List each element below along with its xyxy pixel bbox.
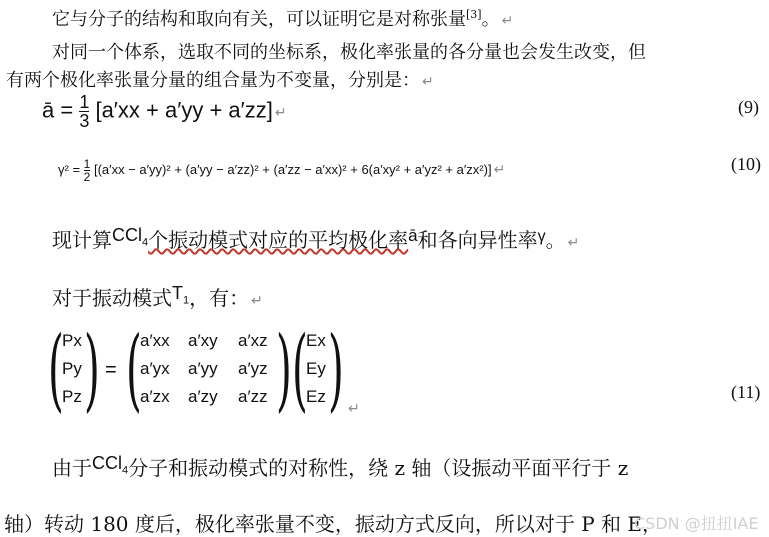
paragraph-mark: ↵ xyxy=(501,13,514,29)
text: ，有： xyxy=(189,286,250,310)
text: 分子和振动模式的对称性，绕 z 轴（设振动平面平行于 z xyxy=(128,456,629,480)
formula: CCl xyxy=(112,225,142,245)
text: 它与分子的结构和取向有关，可以证明它是对称张量 xyxy=(52,9,466,30)
right-paren: ) xyxy=(84,317,100,422)
paragraph-mark: ↵ xyxy=(567,235,580,251)
text: 对同一个体系，选取不同的坐标系，极化率张量的各分量也会发生改变，但 xyxy=(52,42,646,63)
matrix-entry: a′xy xyxy=(188,331,218,350)
denominator: 3 xyxy=(79,111,90,131)
matrix-entry: a′yx xyxy=(140,359,170,378)
vector-entry: Pz xyxy=(62,387,82,406)
equals-sign: = xyxy=(105,359,117,381)
ccl4-symbol xyxy=(112,225,149,249)
left-paren: ( xyxy=(292,317,308,422)
paragraph-line xyxy=(52,38,646,64)
text: 轴）转动 180 度后，极化率张量不变，振动方式反向，所以对于 P 和 E， xyxy=(4,512,663,536)
vector-entry: Px xyxy=(62,331,82,350)
paragraph-line xyxy=(52,452,628,481)
equation-number: (9) xyxy=(738,97,759,117)
text: 。 xyxy=(481,9,500,30)
equation-lhs: γ² = xyxy=(58,161,84,177)
text: 个振动模式对应的平均极化率 xyxy=(148,228,409,252)
vector-entry: Ex xyxy=(306,331,326,350)
gamma-symbol: γ xyxy=(537,228,546,245)
paragraph-mark: ↵ xyxy=(422,74,434,90)
equation-body: [a′xx + a′yy + a′zz] xyxy=(95,97,273,123)
equation-body: [(a′xx − a′yy)² + (a′yy − a′zz)² + (a′zz − a′xx)² + 6(a′xy² + a′yz² + a′zx²)] xyxy=(93,161,492,177)
right-paren: ) xyxy=(328,317,344,422)
equation-10 xyxy=(58,158,505,183)
text: 。 xyxy=(545,228,566,252)
matrix-entry: a′zy xyxy=(188,387,218,406)
t1-symbol xyxy=(172,283,190,307)
matrix-entry: a′yy xyxy=(188,359,218,378)
watermark: CSDN @扭扭IAE xyxy=(634,514,759,533)
text: 现计算 xyxy=(52,228,112,252)
paragraph-mark: ↵ xyxy=(251,293,263,309)
matrix-entry: a′yz xyxy=(238,359,268,378)
text: 和各向异性率 xyxy=(417,228,538,252)
subscript: 4 xyxy=(122,464,129,477)
abar-symbol: ā xyxy=(408,226,418,245)
equation-number: (11) xyxy=(731,382,761,402)
paragraph-line xyxy=(52,5,513,31)
fraction xyxy=(84,158,91,183)
formula: CCl xyxy=(92,453,122,473)
citation-ref: [3] xyxy=(466,8,482,21)
matrix-entry: a′zz xyxy=(238,387,268,406)
fraction xyxy=(79,93,89,130)
equation-lhs: ā = xyxy=(42,97,80,123)
denominator: 2 xyxy=(83,170,91,184)
matrix-entry: a′zx xyxy=(140,387,170,406)
paragraph-line xyxy=(52,224,579,253)
paragraph-mark: ↵ xyxy=(493,161,506,178)
paragraph-mark: ↵ xyxy=(348,401,360,417)
vector-entry: Ey xyxy=(306,359,326,378)
text: 对于振动模式 xyxy=(52,286,172,310)
matrix-entry: a′xx xyxy=(140,331,170,350)
numerator: 1 xyxy=(83,157,91,171)
paragraph-line xyxy=(4,508,662,537)
ccl4-symbol xyxy=(92,453,129,477)
vector-entry: Py xyxy=(62,359,82,378)
equation-11 xyxy=(48,317,378,422)
right-paren: ) xyxy=(276,317,292,422)
text: 有两个极化率张量分量的组合量为不变量，分别是： xyxy=(6,70,420,91)
subscript: 1 xyxy=(183,294,190,307)
subscript: 4 xyxy=(142,236,149,249)
text: 由于 xyxy=(52,456,92,480)
paragraph-line xyxy=(6,66,434,92)
matrix-entry: a′xz xyxy=(238,331,268,350)
paragraph-mark: ↵ xyxy=(274,105,287,122)
numerator: 1 xyxy=(79,92,90,112)
left-paren: ( xyxy=(126,317,142,422)
equation-number: (10) xyxy=(731,154,761,174)
left-paren: ( xyxy=(48,317,64,422)
symbol: T xyxy=(172,283,183,303)
equation-9 xyxy=(42,93,287,130)
vector-entry: Ez xyxy=(306,387,326,406)
paragraph-line xyxy=(52,282,263,311)
